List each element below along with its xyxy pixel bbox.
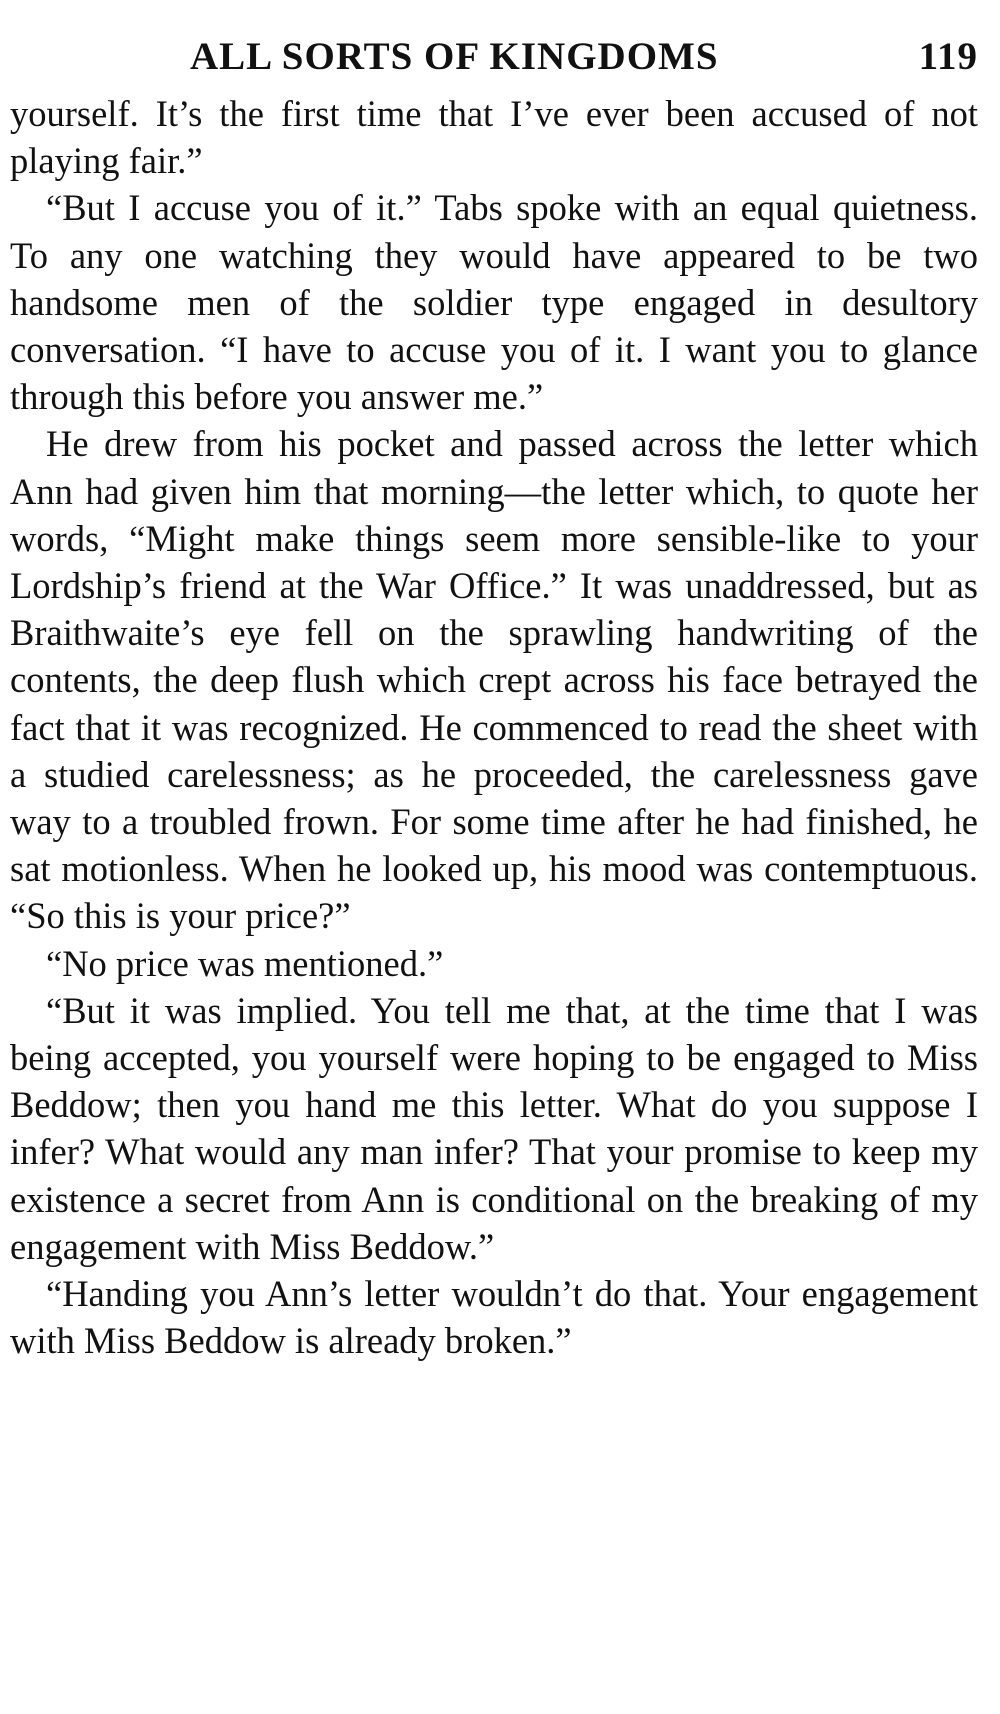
paragraph: He drew from his pocket and passed across the letter which Ann had given him that morning—the letter which, to quote her words, “Might make things seem more sensible-like to your Lordship’s friend at the War Office.” It was unaddressed, but as Braithwaite’s eye fell on the sprawling handwriting of the contents, the deep flush which crept across his face betrayed the fact that it was recognized. He commenced to read the sheet with a studied carelessness; as he proceeded, the carelessness gave way to a troubled frown. For some time after he had finished, he sat motionless. When he looked up, his mood was contemptuous. “So this is your price?”	[10, 423, 978, 937]
paragraph: “But I accuse you of it.” Tabs spoke with an equal quietness. To any one watching they would have appeared to be two handsome men of the soldier type engaged in desultory conversation. “I have to accuse you of it. I want you to glance through this before you answer me.”	[10, 187, 978, 418]
running-title: ALL SORTS OF KINGDOMS	[190, 35, 719, 78]
paragraph: “Handing you Ann’s letter wouldn’t do that. Your engagement with Miss Beddow is already broken.”	[10, 1273, 978, 1362]
paragraph: yourself. It’s the first time that I’ve ever been accused of not playing fair.”	[10, 93, 978, 182]
page-number: 119	[918, 35, 978, 78]
paragraph: “But it was implied. You tell me that, at the time that I was being accepted, you yourself were hoping to be engaged to Miss Beddow; then you hand me this letter. What do you suppose I infer? What would any man infer? That your promise to keep my existence a secret from Ann is conditional on the breaking of my engagement with Miss Beddow.”	[10, 989, 978, 1267]
body-text	[10, 90, 978, 1364]
paragraph: “No price was mentioned.”	[46, 942, 444, 984]
book-page	[10, 28, 978, 1364]
running-head	[10, 28, 978, 90]
